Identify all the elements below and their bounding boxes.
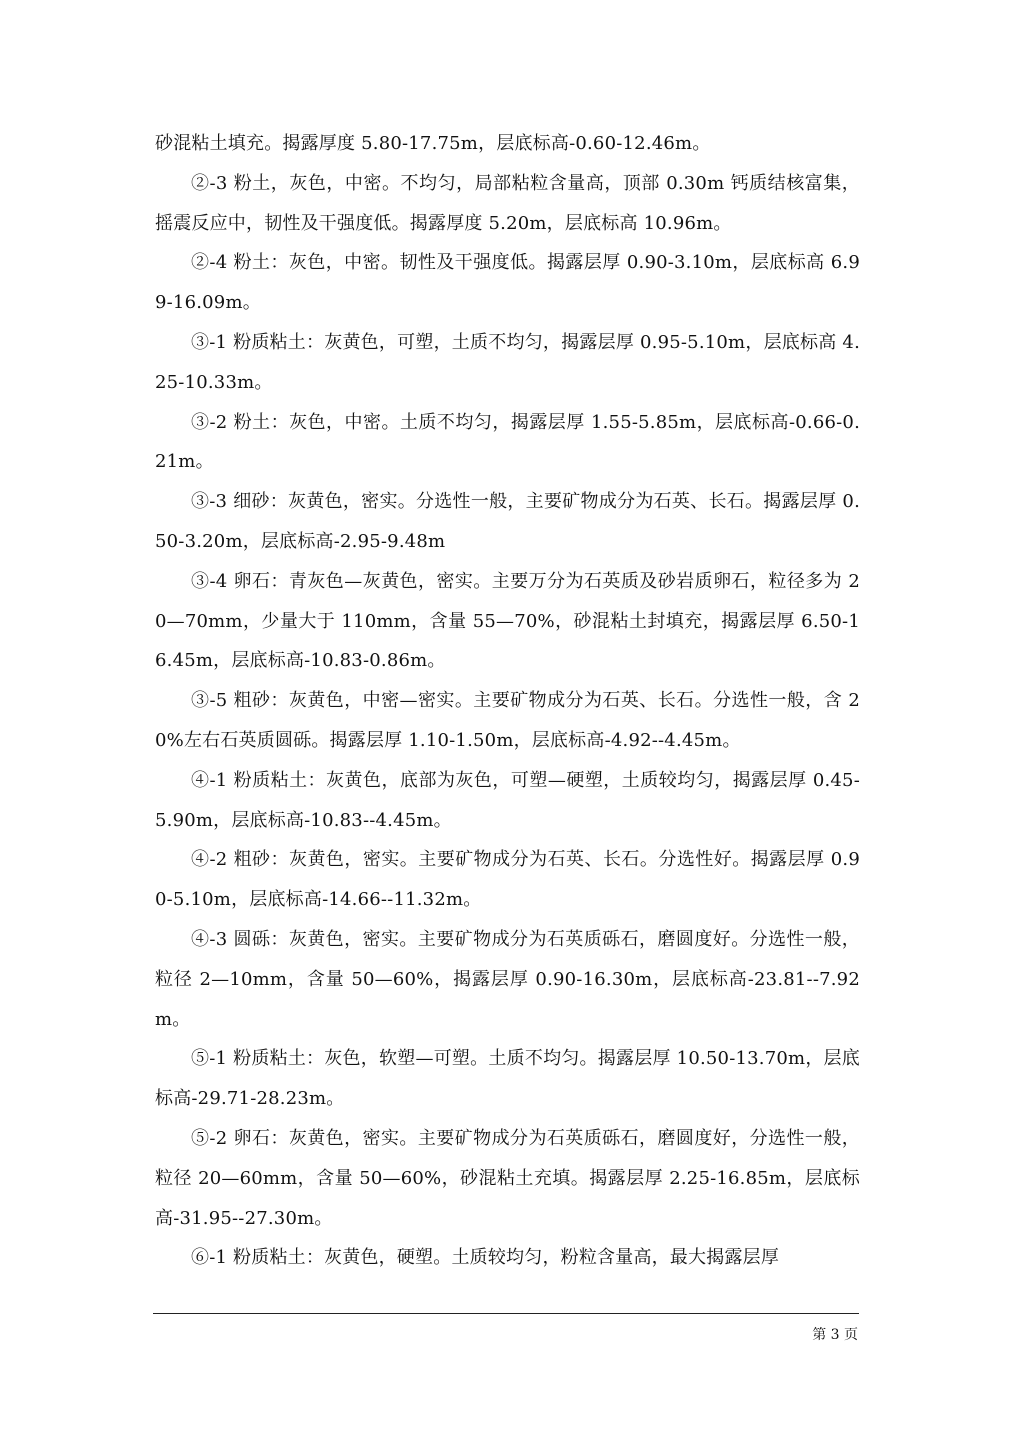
paragraph-layer-3-3: ③-3 细砂：灰黄色，密实。分选性一般，主要矿物成分为石英、长石。揭露层厚 0.50-3.20m，层底标高-2.95-9.48m [155,491,860,552]
paragraph-layer-6-1: ⑥-1 粉质粘土：灰黄色，硬塑。土质较均匀，粉粒含量高，最大揭露层厚 [191,1247,780,1269]
paragraph-continuation: 砂混粘土填充。揭露厚度 5.80-17.75m，层底标高-0.60-12.46m。 [155,133,711,154]
paragraph-layer-2-4: ②-4 粉土：灰色，中密。韧性及干强度低。揭露层厚 0.90-3.10m，层底标高 6.99-16.09m。 [155,252,860,314]
paragraph-layer-2-3: ②-3 粉土，灰色，中密。不均匀，局部粘粒含量高，顶部 0.30m 钙质结核富集，摇震反应中，韧性及干强度低。揭露厚度 5.20m，层底标高 10.96m。 [155,172,860,234]
paragraph-layer-5-2: ⑤-2 卵石：灰黄色，密实。主要矿物成分为石英质砾石，磨圆度好，分选性一般，粒径 20—60mm，含量 50—60%，砂混粘土充填。揭露层厚 2.25-16.85m，层底标高-31.95--27.30m。 [155,1127,860,1229]
footer-divider [153,1313,859,1314]
page-number: 第 3 页 [812,1327,858,1343]
page-body [155,124,860,1278]
paragraph-layer-4-2: ④-2 粗砂：灰黄色，密实。主要矿物成分为石英、长石。分选性好。揭露层厚 0.90-5.10m，层底标高-14.66--11.32m。 [155,849,860,911]
paragraph-layer-3-5: ③-5 粗砂：灰黄色，中密—密实。主要矿物成分为石英、长石。分选性一般，含 20%左右石英质圆砾。揭露层厚 1.10-1.50m，层底标高-4.92--4.45m。 [155,690,860,751]
paragraph-layer-5-1: ⑤-1 粉质粘土：灰色，软塑—可塑。土质不均匀。揭露层厚 10.50-13.70m，层底标高-29.71-28.23m。 [155,1048,860,1110]
paragraph-layer-3-2: ③-2 粉土：灰色，中密。土质不均匀，揭露层厚 1.55-5.85m，层底标高-0.66-0.21m。 [155,411,860,473]
paragraph-layer-4-3: ④-3 圆砾：灰黄色，密实。主要矿物成分为石英质砾石，磨圆度好。分选性一般，粒径 2—10mm，含量 50—60%，揭露层厚 0.90-16.30m，层底标高-23.81--7.92m。 [155,928,860,1030]
paragraph-layer-3-4: ③-4 卵石：青灰色—灰黄色，密实。主要万分为石英质及砂岩质卵石，粒径多为 20—70mm，少量大于 110mm，含量 55—70%，砂混粘土封填充，揭露层厚 6.50-16.45m，层底标高-10.83-0.86m。 [155,570,860,672]
paragraph-layer-3-1: ③-1 粉质粘土：灰黄色，可塑，土质不均匀，揭露层厚 0.95-5.10m，层底标高 4.25-10.33m。 [155,331,860,393]
paragraph-layer-4-1: ④-1 粉质粘土：灰黄色，底部为灰色，可塑—硬塑，土质较均匀，揭露层厚 0.45-5.90m，层底标高-10.83--4.45m。 [155,769,860,831]
